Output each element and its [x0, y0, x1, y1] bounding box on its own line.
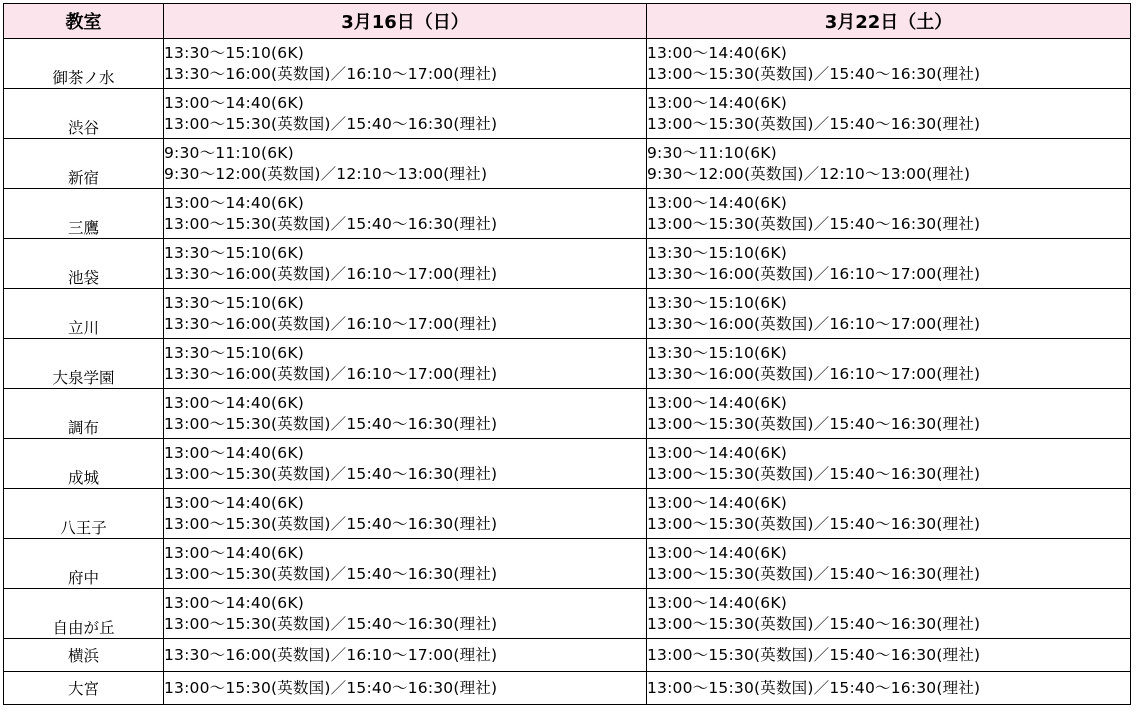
classroom-name: 大泉学園: [4, 339, 164, 389]
time-slot: 13:30〜15:10(6K): [164, 293, 304, 312]
schedule-cell-date-1: [164, 672, 647, 705]
time-slot: 13:00〜15:30(英数国)／15:40〜16:30(理社): [647, 514, 981, 533]
schedule-cell-date-1: [164, 539, 647, 589]
time-slot: 13:30〜16:00(英数国)／16:10〜17:00(理社): [164, 64, 498, 83]
header-date-1: 3月16日（日）: [164, 4, 647, 39]
classroom-name: 三鷹: [4, 189, 164, 239]
table-row: [4, 539, 1131, 589]
time-slot: 13:00〜14:40(6K): [164, 443, 304, 462]
time-slot: 9:30〜11:10(6K): [647, 143, 777, 162]
schedule-cell-date-2: [647, 139, 1131, 189]
time-slot: 13:00〜14:40(6K): [647, 393, 787, 412]
schedule-cell-date-2: [647, 239, 1131, 289]
time-slot: 13:00〜15:30(英数国)／15:40〜16:30(理社): [164, 114, 498, 133]
time-slot: 13:00〜14:40(6K): [164, 493, 304, 512]
table-row: [4, 589, 1131, 639]
time-slot: 13:30〜16:00(英数国)／16:10〜17:00(理社): [164, 645, 498, 664]
time-slot: 13:00〜15:30(英数国)／15:40〜16:30(理社): [647, 414, 981, 433]
schedule-cell-date-2: [647, 589, 1131, 639]
table-row: [4, 139, 1131, 189]
schedule-cell-date-2: [647, 339, 1131, 389]
classroom-name: 八王子: [4, 489, 164, 539]
time-slot: 13:30〜16:00(英数国)／16:10〜17:00(理社): [164, 364, 498, 383]
time-slot: 13:00〜14:40(6K): [647, 443, 787, 462]
schedule-table: [3, 3, 1131, 705]
schedule-cell-date-2: [647, 89, 1131, 139]
time-slot: 9:30〜11:10(6K): [164, 143, 294, 162]
time-slot: 13:30〜16:00(英数国)／16:10〜17:00(理社): [647, 364, 981, 383]
classroom-name: 新宿: [4, 139, 164, 189]
time-slot: 13:00〜14:40(6K): [164, 393, 304, 412]
classroom-name: 自由が丘: [4, 589, 164, 639]
time-slot: 13:30〜15:10(6K): [647, 343, 787, 362]
schedule-cell-date-1: [164, 389, 647, 439]
time-slot: 13:00〜15:30(英数国)／15:40〜16:30(理社): [164, 414, 498, 433]
classroom-name: 立川: [4, 289, 164, 339]
time-slot: 13:30〜15:10(6K): [647, 293, 787, 312]
schedule-cell-date-1: [164, 639, 647, 672]
time-slot: 13:00〜15:30(英数国)／15:40〜16:30(理社): [164, 464, 498, 483]
time-slot: 13:30〜15:10(6K): [164, 343, 304, 362]
schedule-cell-date-2: [647, 539, 1131, 589]
table-body: [4, 39, 1131, 705]
schedule-cell-date-1: [164, 289, 647, 339]
time-slot: 13:00〜14:40(6K): [164, 543, 304, 562]
schedule-cell-date-2: [647, 639, 1131, 672]
time-slot: 13:00〜14:40(6K): [647, 543, 787, 562]
table-row: [4, 672, 1131, 705]
table-row: [4, 639, 1131, 672]
time-slot: 9:30〜12:00(英数国)／12:10〜13:00(理社): [647, 164, 971, 183]
schedule-cell-date-2: [647, 489, 1131, 539]
table-row: [4, 339, 1131, 389]
time-slot: 13:00〜14:40(6K): [164, 193, 304, 212]
time-slot: 13:30〜16:00(英数国)／16:10〜17:00(理社): [647, 264, 981, 283]
time-slot: 13:00〜15:30(英数国)／15:40〜16:30(理社): [164, 564, 498, 583]
header-date-2: 3月22日（土）: [647, 4, 1131, 39]
schedule-cell-date-1: [164, 39, 647, 89]
time-slot: 13:00〜14:40(6K): [647, 93, 787, 112]
time-slot: 13:00〜15:30(英数国)／15:40〜16:30(理社): [647, 64, 981, 83]
schedule-cell-date-1: [164, 239, 647, 289]
schedule-cell-date-2: [647, 189, 1131, 239]
classroom-name: 御茶ノ水: [4, 39, 164, 89]
schedule-cell-date-1: [164, 189, 647, 239]
table-header: [4, 4, 1131, 39]
table-row: [4, 489, 1131, 539]
classroom-name: 大宮: [4, 672, 164, 705]
schedule-cell-date-2: [647, 389, 1131, 439]
time-slot: 13:00〜15:30(英数国)／15:40〜16:30(理社): [164, 678, 498, 697]
table-row: [4, 239, 1131, 289]
time-slot: 13:00〜15:30(英数国)／15:40〜16:30(理社): [164, 214, 498, 233]
classroom-name: 渋谷: [4, 89, 164, 139]
time-slot: 13:00〜15:30(英数国)／15:40〜16:30(理社): [647, 614, 981, 633]
time-slot: 13:30〜16:00(英数国)／16:10〜17:00(理社): [164, 314, 498, 333]
schedule-cell-date-1: [164, 489, 647, 539]
table-row: [4, 289, 1131, 339]
time-slot: 9:30〜12:00(英数国)／12:10〜13:00(理社): [164, 164, 488, 183]
classroom-name: 横浜: [4, 639, 164, 672]
time-slot: 13:00〜15:30(英数国)／15:40〜16:30(理社): [647, 114, 981, 133]
time-slot: 13:00〜14:40(6K): [164, 93, 304, 112]
time-slot: 13:30〜16:00(英数国)／16:10〜17:00(理社): [647, 314, 981, 333]
time-slot: 13:00〜14:40(6K): [647, 193, 787, 212]
table-row: [4, 39, 1131, 89]
time-slot: 13:00〜14:40(6K): [164, 593, 304, 612]
schedule-cell-date-1: [164, 439, 647, 489]
time-slot: 13:30〜15:10(6K): [164, 43, 304, 62]
schedule-cell-date-1: [164, 339, 647, 389]
schedule-cell-date-1: [164, 589, 647, 639]
schedule-cell-date-1: [164, 139, 647, 189]
header-classroom: 教室: [4, 4, 164, 39]
time-slot: 13:30〜15:10(6K): [164, 243, 304, 262]
table-row: [4, 89, 1131, 139]
schedule-cell-date-2: [647, 289, 1131, 339]
time-slot: 13:00〜15:30(英数国)／15:40〜16:30(理社): [164, 614, 498, 633]
time-slot: 13:00〜15:30(英数国)／15:40〜16:30(理社): [647, 464, 981, 483]
time-slot: 13:00〜15:30(英数国)／15:40〜16:30(理社): [647, 645, 981, 664]
time-slot: 13:00〜15:30(英数国)／15:40〜16:30(理社): [647, 564, 981, 583]
schedule-cell-date-2: [647, 39, 1131, 89]
schedule-cell-date-1: [164, 89, 647, 139]
time-slot: 13:00〜14:40(6K): [647, 43, 787, 62]
table-row: [4, 189, 1131, 239]
schedule-cell-date-2: [647, 672, 1131, 705]
time-slot: 13:30〜15:10(6K): [647, 243, 787, 262]
time-slot: 13:00〜15:30(英数国)／15:40〜16:30(理社): [647, 214, 981, 233]
time-slot: 13:00〜14:40(6K): [647, 593, 787, 612]
table-row: [4, 389, 1131, 439]
classroom-name: 府中: [4, 539, 164, 589]
time-slot: 13:00〜15:30(英数国)／15:40〜16:30(理社): [647, 678, 981, 697]
header-row: [4, 4, 1131, 39]
table-row: [4, 439, 1131, 489]
classroom-name: 成城: [4, 439, 164, 489]
schedule-cell-date-2: [647, 439, 1131, 489]
classroom-name: 池袋: [4, 239, 164, 289]
time-slot: 13:00〜15:30(英数国)／15:40〜16:30(理社): [164, 514, 498, 533]
time-slot: 13:00〜14:40(6K): [647, 493, 787, 512]
classroom-name: 調布: [4, 389, 164, 439]
time-slot: 13:30〜16:00(英数国)／16:10〜17:00(理社): [164, 264, 498, 283]
